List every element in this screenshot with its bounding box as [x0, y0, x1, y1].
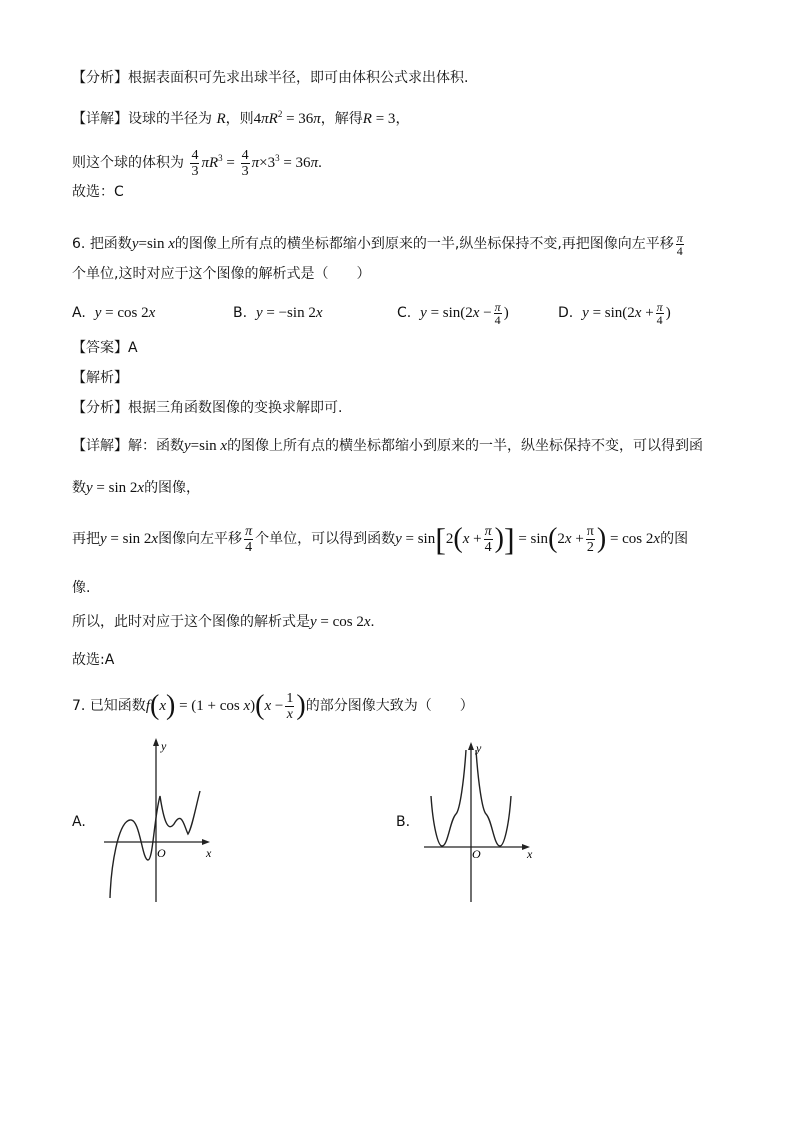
q6-answer: 故选:A [72, 652, 115, 668]
bracket: ] [503, 521, 515, 557]
xiangjie-text: 的图像， [144, 480, 201, 496]
math-surface-eq: $4\pi R^2 = 36\pi$ [253, 109, 321, 127]
q7-option-a-label: A. [72, 814, 86, 830]
curve-b-left [431, 750, 466, 846]
xiangjie-text: 的图 [660, 531, 689, 547]
q6-stem-text: 的图像上所有点的横坐标都缩小到原来的一半,纵坐标保持不变,再把图像向左平移 [174, 236, 674, 252]
y-axis-label: y [161, 739, 167, 753]
frac-pi-4: $\frac{\pi}{4}$ [245, 523, 253, 555]
q6-number: 6. [72, 236, 86, 252]
frac-4-3: $\frac{4}{3}$ [241, 147, 249, 179]
xiangjie-tag: 【详解】 [72, 111, 128, 127]
option-label: C. [397, 305, 412, 321]
xiangjie-text: ，则 [225, 111, 254, 127]
q6-fenxi-line [72, 398, 342, 418]
q7-graph-b [420, 740, 545, 905]
math-R: R [216, 111, 226, 127]
frac-pi-4: $\frac{\pi}{4}$ [676, 230, 683, 258]
math-R-eq: R = 3 [362, 111, 396, 127]
q7-graph-a [100, 736, 225, 904]
fenxi-tag: 【分析】 [72, 70, 128, 86]
frac-pi-4: $\frac{\pi}{4}$ [484, 523, 492, 555]
math-shift-expr: y = sin [395, 531, 436, 547]
frac-pi-4: $\frac{\pi}{4}$ [656, 299, 663, 327]
option-label: A. [72, 305, 86, 321]
s5-volume-line [72, 138, 322, 178]
x-axis-label: x [206, 846, 212, 860]
option-a-expr: y = cos 2x [94, 305, 156, 321]
math-volume-b: $\pi\times 3^3 = 36\pi$. [251, 153, 322, 171]
option-d-expr: y = sin(2x + [582, 305, 654, 321]
option-b-expr: y = −sin 2x [255, 305, 323, 321]
math-volume-a: $\pi R^3$ = [201, 153, 239, 171]
xiangjie-text: 数 [72, 480, 86, 496]
y-axis-arrow [153, 738, 159, 746]
xiangjie-text: ，解得 [320, 111, 363, 127]
xiangjie-tag: 【详解】 [72, 438, 128, 454]
q7-stem-text: 的部分图像大致为（ ） [305, 698, 474, 714]
fenxi-tag: 【分析】 [72, 400, 128, 416]
xiangjie-text: 解：函数 [128, 438, 184, 454]
q6-xiangjie-line3: 再把y = sin 2x图像向左平移 $\frac{\pi}{4}$ 个单位，可以得到函数y = sin[2(x + $\frac{\pi}{4}$ )] = sin(2x + $\frac{\pi}{2}$ ) = cos 2x的图 [72, 521, 689, 557]
q6-stem-line2: 个单位,这时对应于这个图像的解析式是（ ） [72, 266, 371, 282]
q7-option-b-label: B. [396, 814, 411, 830]
frac-1-x: $\frac{1}{x}$ [286, 690, 294, 722]
q7-number: 7. [72, 698, 86, 714]
q6-xiangjie-line2 [72, 478, 200, 498]
xiangjie-text: 所以，此时对应于这个图像的解析式是 [72, 614, 310, 630]
curve-b-right [476, 750, 511, 846]
math-y-sin2x: y = sin 2x [100, 531, 159, 547]
math-y-sinx: y=sin x [184, 438, 228, 454]
s5-fenxi-line [72, 68, 468, 88]
q6-stem-line1 [72, 230, 686, 258]
y-axis-label: y [476, 741, 482, 755]
q7-stem: 7. 已知函数f(x) = (1 + cos x)(x − $\frac{1}{x}$ )的部分图像大致为（ ） [72, 690, 474, 722]
bracket: [ [435, 521, 446, 557]
q6-answer-tag: 【答案】A [72, 340, 138, 356]
q6-stem-text: 把函数 [89, 236, 132, 252]
frac-4-3: $\frac{4}{3}$ [191, 147, 199, 179]
origin-label: O [472, 847, 481, 861]
math-fx: f [145, 698, 150, 714]
q6-xiangjie-line1 [72, 436, 703, 456]
q6-option-d: D. y = sin(2x + $\frac{\pi}{4}$ ) [558, 299, 671, 327]
math-y-sin2x: y = sin 2x [86, 480, 145, 496]
s5-xiangjie-line [72, 104, 409, 129]
x-axis-label: x [527, 847, 533, 861]
q6-option-a [72, 300, 155, 326]
xiangjie-text: 设球的半径为 [128, 111, 212, 127]
q6-option-b [233, 300, 323, 326]
volume-lead: 则这个球的体积为 [72, 155, 184, 171]
q7-stem-text: 已知函数 [89, 698, 146, 714]
option-c-expr: y = sin(2x − [420, 305, 492, 321]
x-axis-arrow [202, 839, 210, 845]
q6-jiexi-tag: 【解析】 [72, 370, 128, 386]
math-y-sinx: y=sin x [131, 236, 175, 252]
curve-a [110, 791, 200, 898]
xiangjie-text: 再把 [72, 531, 100, 547]
xiangjie-text: ， [395, 111, 410, 127]
q6-xiangjie-line5 [72, 612, 374, 632]
xiangjie-text: 图像向左平移 [158, 531, 243, 547]
xiangjie-text: 的图像上所有点的横坐标都缩小到原来的一半，纵坐标保持不变，可以得到函 [227, 438, 704, 454]
xiangjie-text: 个单位，可以得到函数 [255, 531, 396, 547]
frac-pi-2: $\frac{\pi}{2}$ [586, 523, 594, 555]
q6-xiangjie-line4: 像. [72, 580, 91, 596]
math-y-cos2x: y = cos 2x. [310, 614, 375, 630]
option-label: B. [233, 305, 248, 321]
frac-pi-4: $\frac{\pi}{4}$ [494, 299, 501, 327]
s5-answer: 故选：C [72, 184, 124, 200]
fenxi-text: 根据三角函数图像的变换求解即可. [128, 400, 343, 416]
y-axis-arrow [468, 742, 474, 750]
q6-option-c: C. y = sin(2x − $\frac{\pi}{4}$ ) [397, 299, 509, 327]
fenxi-text: 根据表面积可先求出球半径，即可由体积公式求出体积. [128, 70, 469, 86]
option-label: D. [558, 305, 574, 321]
origin-label: O [157, 846, 166, 860]
